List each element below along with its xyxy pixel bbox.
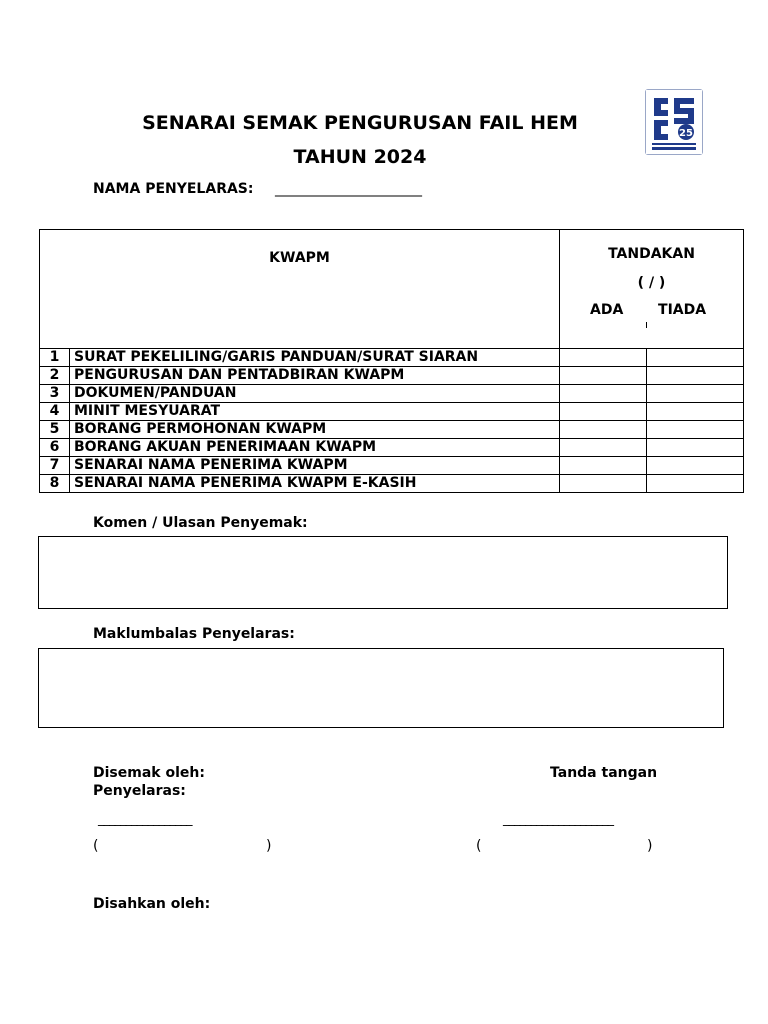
tiada-checkbox[interactable] bbox=[647, 457, 744, 475]
column-divider bbox=[646, 322, 647, 328]
tiada-checkbox[interactable] bbox=[647, 349, 744, 367]
tiada-checkbox[interactable] bbox=[647, 403, 744, 421]
table-header-row bbox=[40, 230, 744, 349]
mark-header-label: TANDAKAN bbox=[608, 246, 695, 262]
table-row bbox=[40, 439, 744, 457]
tiada-checkbox[interactable] bbox=[647, 475, 744, 493]
name-paren-open-right: ( bbox=[476, 838, 482, 854]
table-row bbox=[40, 421, 744, 439]
coordinator-feedback-label: Maklumbalas Penyelaras: bbox=[93, 626, 295, 642]
logo-emblem-icon bbox=[646, 90, 702, 154]
row-number: 6 bbox=[40, 439, 70, 457]
row-item: DOKUMEN/PANDUAN bbox=[70, 385, 560, 403]
table-row bbox=[40, 403, 744, 421]
row-number: 5 bbox=[40, 421, 70, 439]
table-row bbox=[40, 367, 744, 385]
row-number: 8 bbox=[40, 475, 70, 493]
tiada-checkbox[interactable] bbox=[647, 421, 744, 439]
table-row bbox=[40, 385, 744, 403]
checked-by-label: Disemak oleh: bbox=[93, 765, 205, 781]
col-ada-label: ADA bbox=[590, 302, 624, 318]
row-item: SENARAI NAMA PENERIMA KWAPM E-KASIH bbox=[70, 475, 560, 493]
checker-comment-label: Komen / Ulasan Penyemak: bbox=[93, 515, 308, 531]
tiada-checkbox[interactable] bbox=[647, 385, 744, 403]
table-row bbox=[40, 457, 744, 475]
row-item: BORANG AKUAN PENERIMAAN KWAPM bbox=[70, 439, 560, 457]
checker-comment-box[interactable] bbox=[38, 536, 728, 609]
tiada-checkbox[interactable] bbox=[647, 439, 744, 457]
ada-checkbox[interactable] bbox=[560, 457, 647, 475]
signature-label: Tanda tangan bbox=[550, 765, 658, 781]
mark-symbol: ( / ) bbox=[637, 275, 666, 291]
signature-line-right[interactable]: ____________________ bbox=[503, 812, 613, 827]
kwapm-header bbox=[40, 230, 560, 349]
row-number: 3 bbox=[40, 385, 70, 403]
ada-checkbox[interactable] bbox=[560, 439, 647, 457]
row-item: BORANG PERMOHONAN KWAPM bbox=[70, 421, 560, 439]
row-item: SURAT PEKELILING/GARIS PANDUAN/SURAT SIARAN bbox=[70, 349, 560, 367]
school-logo bbox=[645, 89, 703, 155]
name-paren-close-left: ) bbox=[266, 838, 272, 854]
row-number: 4 bbox=[40, 403, 70, 421]
approved-by-label: Disahkan oleh: bbox=[93, 896, 211, 912]
ada-checkbox[interactable] bbox=[560, 475, 647, 493]
ada-checkbox[interactable] bbox=[560, 385, 647, 403]
name-paren-open-left: ( bbox=[93, 838, 99, 854]
ada-checkbox[interactable] bbox=[560, 403, 647, 421]
document-year: TAHUN 2024 bbox=[293, 146, 427, 168]
logo-number: 25 bbox=[679, 128, 693, 139]
signature-line-left[interactable]: _________________ bbox=[98, 812, 192, 827]
row-item: PENGURUSAN DAN PENTADBIRAN KWAPM bbox=[70, 367, 560, 385]
col-tiada-label: TIADA bbox=[658, 302, 707, 318]
table-row bbox=[40, 349, 744, 367]
coordinator-name-label: NAMA PENYELARAS: bbox=[93, 181, 254, 197]
coordinator-feedback-box[interactable] bbox=[38, 648, 724, 728]
row-number: 2 bbox=[40, 367, 70, 385]
coordinator-name-line[interactable]: _____________________ bbox=[275, 181, 422, 197]
row-item: SENARAI NAMA PENERIMA KWAPM bbox=[70, 457, 560, 475]
ada-checkbox[interactable] bbox=[560, 349, 647, 367]
row-number: 1 bbox=[40, 349, 70, 367]
name-paren-close-right: ) bbox=[647, 838, 653, 854]
tiada-checkbox[interactable] bbox=[647, 367, 744, 385]
table-row bbox=[40, 475, 744, 493]
coordinator-label: Penyelaras: bbox=[93, 783, 186, 799]
document-title: SENARAI SEMAK PENGURUSAN FAIL HEM bbox=[142, 112, 578, 134]
row-number: 7 bbox=[40, 457, 70, 475]
ada-checkbox[interactable] bbox=[560, 367, 647, 385]
ada-checkbox[interactable] bbox=[560, 421, 647, 439]
mark-header bbox=[560, 230, 744, 349]
row-item: MINIT MESYUARAT bbox=[70, 403, 560, 421]
kwapm-header-label: KWAPM bbox=[269, 250, 330, 266]
checklist-table bbox=[39, 229, 744, 493]
